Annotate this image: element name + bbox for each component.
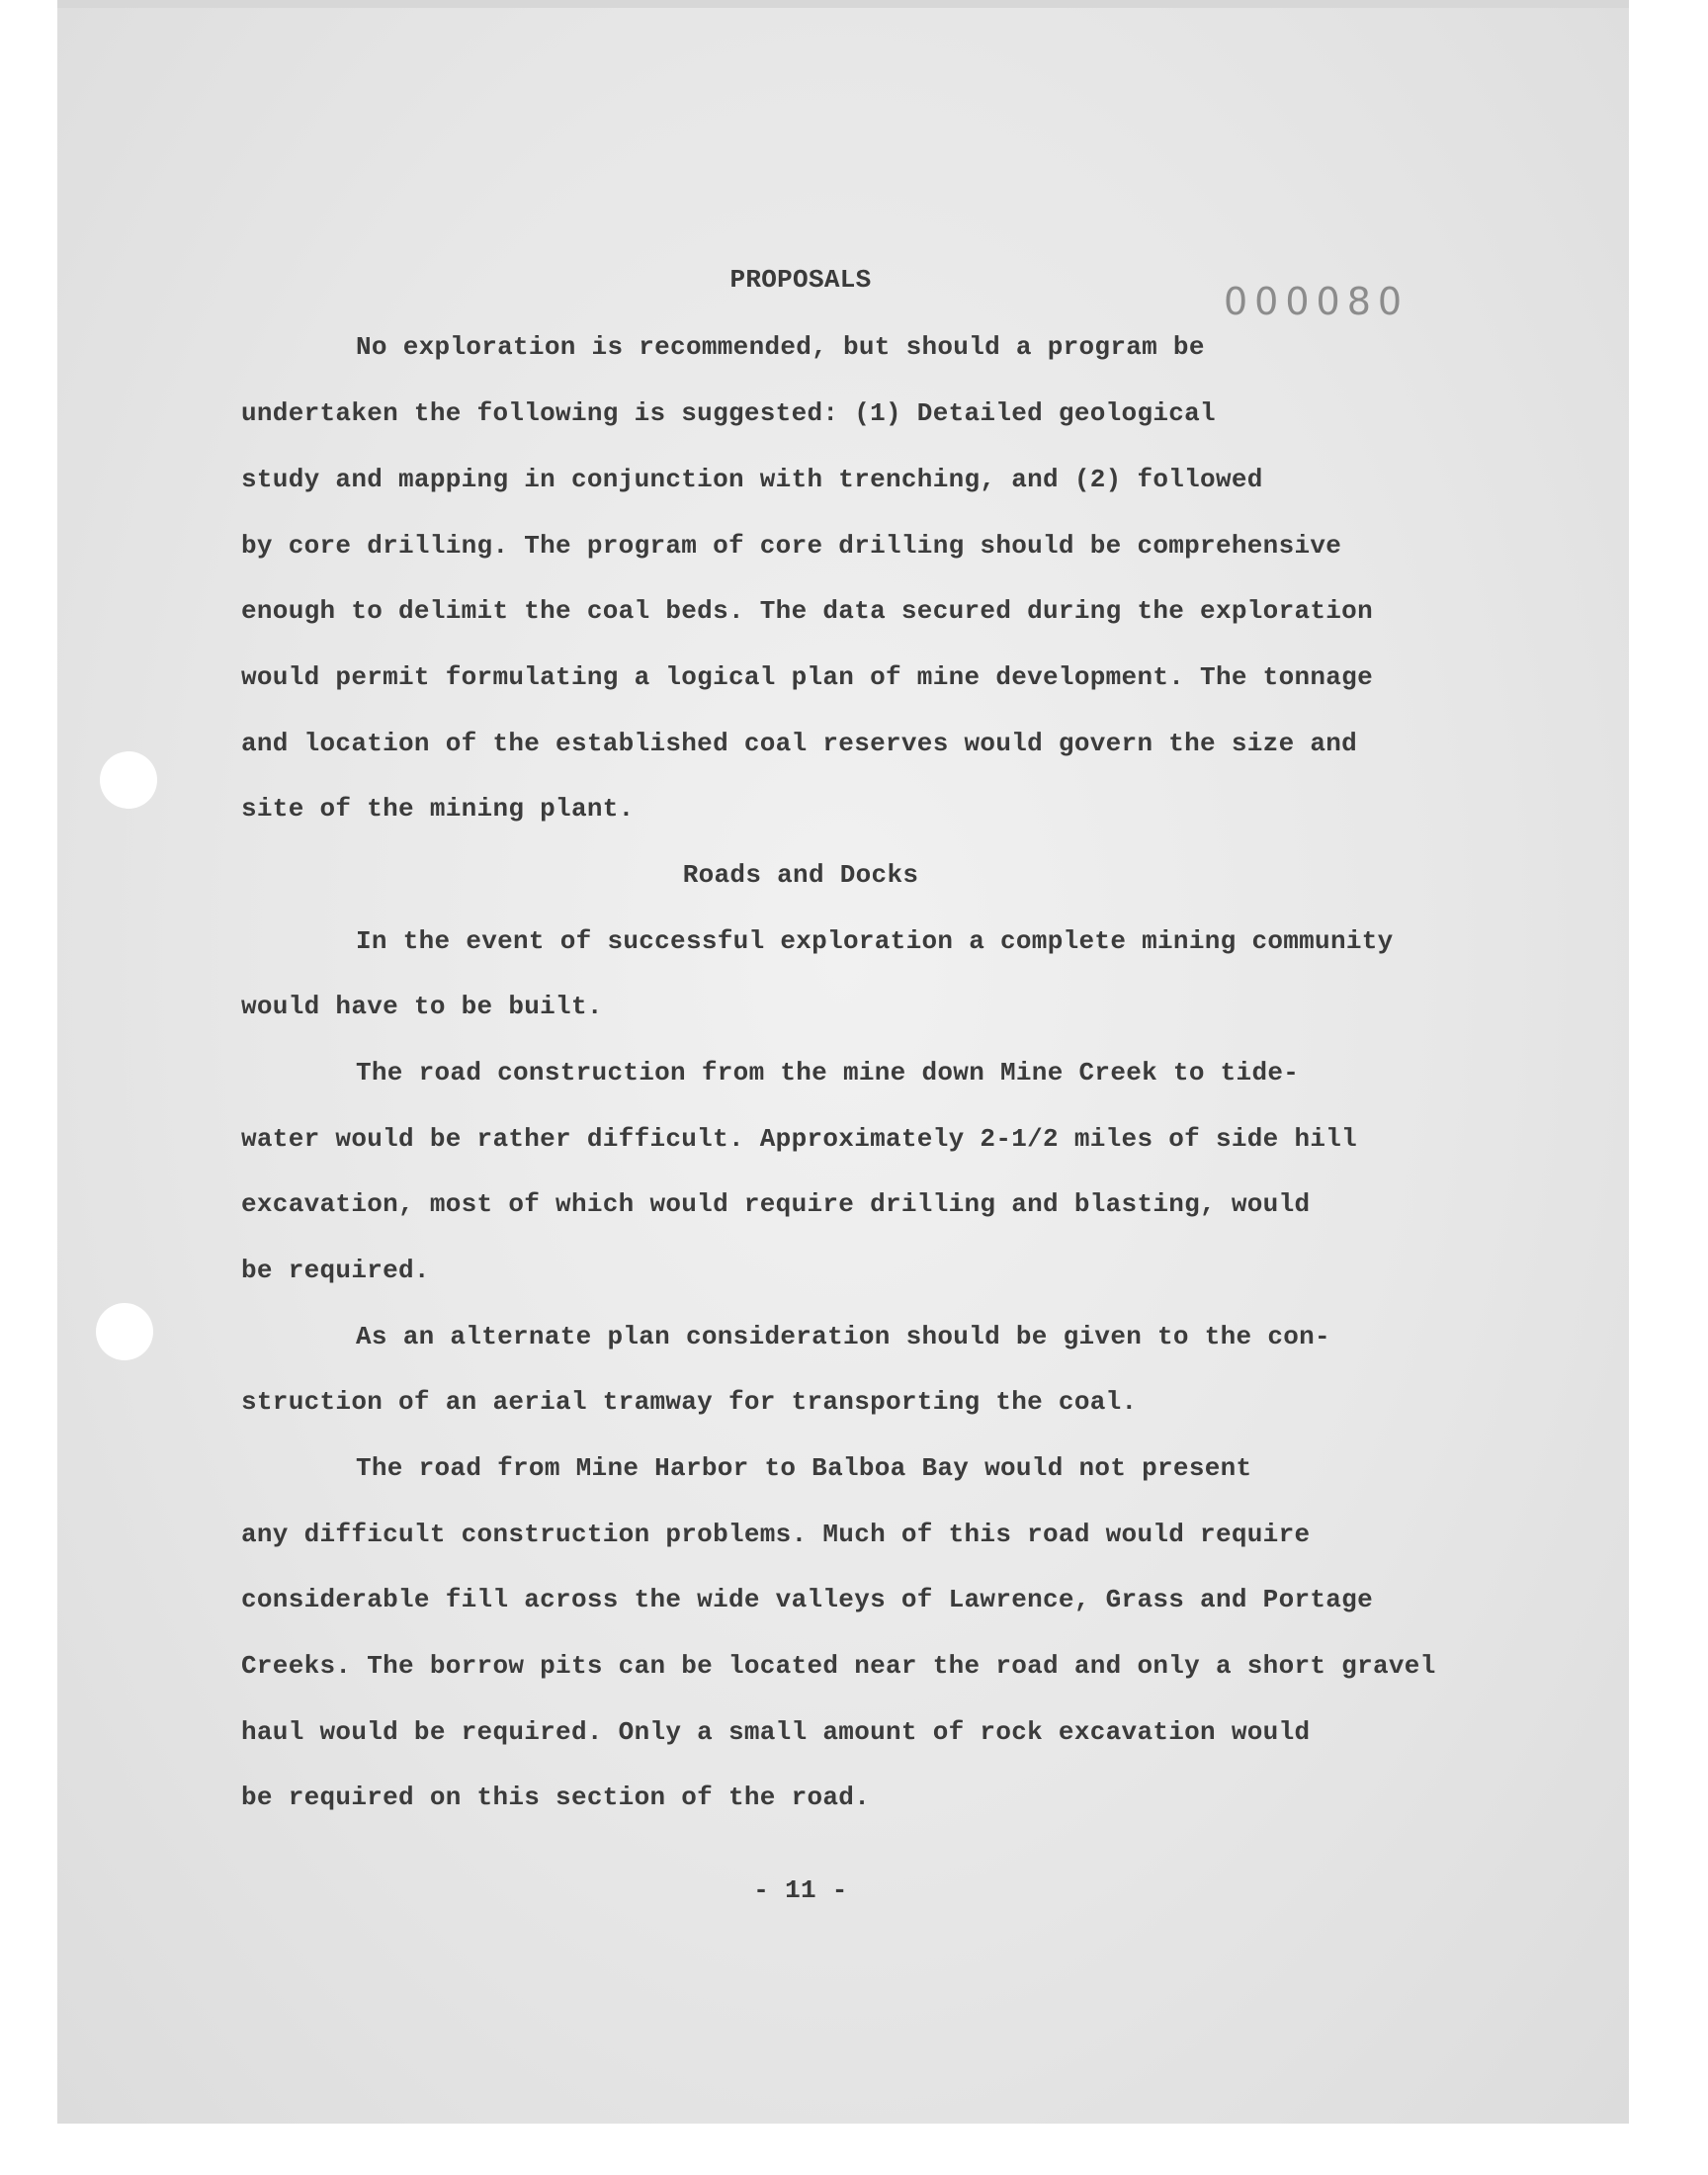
paragraph1-line: study and mapping in conjunction with trenching, and (2) followed [241,465,1263,494]
paragraph5-line: considerable fill across the wide valleys of Lawrence, Grass and Portage [241,1585,1373,1614]
paragraph1-line: No exploration is recommended, but should a program be [356,332,1205,362]
page-heading: PROPOSALS [729,265,872,295]
section-subheading: Roads and Docks [682,860,919,890]
paragraph5-line: be required on this section of the road. [241,1783,871,1812]
paragraph3-line: water would be rather difficult. Approximately 2-1/2 miles of side hill [241,1124,1358,1154]
paragraph5-line: Creeks. The borrow pits can be located near the road and only a short gravel [241,1651,1436,1681]
paragraph5-line: any difficult construction problems. Much of this road would require [241,1520,1311,1549]
punch-hole-upper [100,751,157,809]
paragraph2-line: In the event of successful exploration a complete mining community [356,926,1394,956]
paragraph3-line: be required. [241,1256,430,1285]
paragraph5-line: The road from Mine Harbor to Balboa Bay would not present [356,1453,1252,1483]
paragraph3-line: excavation, most of which would require drilling and blasting, would [241,1189,1311,1219]
document-stamp-number: 000080 [1224,280,1409,323]
paragraph4-line: As an alternate plan consideration should be given to the con- [356,1322,1330,1351]
punch-hole-lower [96,1303,153,1360]
paragraph1-line: undertaken the following is suggested: (1) Detailed geological [241,398,1216,428]
paragraph1-line: would permit formulating a logical plan of mine development. The tonnage [241,662,1373,692]
paragraph3-line: The road construction from the mine down Mine Creek to tide- [356,1058,1300,1088]
paragraph1-line: enough to delimit the coal beds. The data secured during the exploration [241,596,1373,626]
paragraph1-line: and location of the established coal reserves would govern the size and [241,729,1358,758]
paragraph1-line: by core drilling. The program of core drilling should be comprehensive [241,531,1342,561]
page-number: - 11 - [753,1875,848,1905]
paragraph2-line: would have to be built. [241,992,603,1021]
paragraph1-line: site of the mining plant. [241,794,635,824]
paragraph4-line: struction of an aerial tramway for transporting the coal. [241,1387,1138,1417]
body-text [241,0,1526,2175]
paragraph5-line: haul would be required. Only a small amount of rock excavation would [241,1717,1311,1747]
